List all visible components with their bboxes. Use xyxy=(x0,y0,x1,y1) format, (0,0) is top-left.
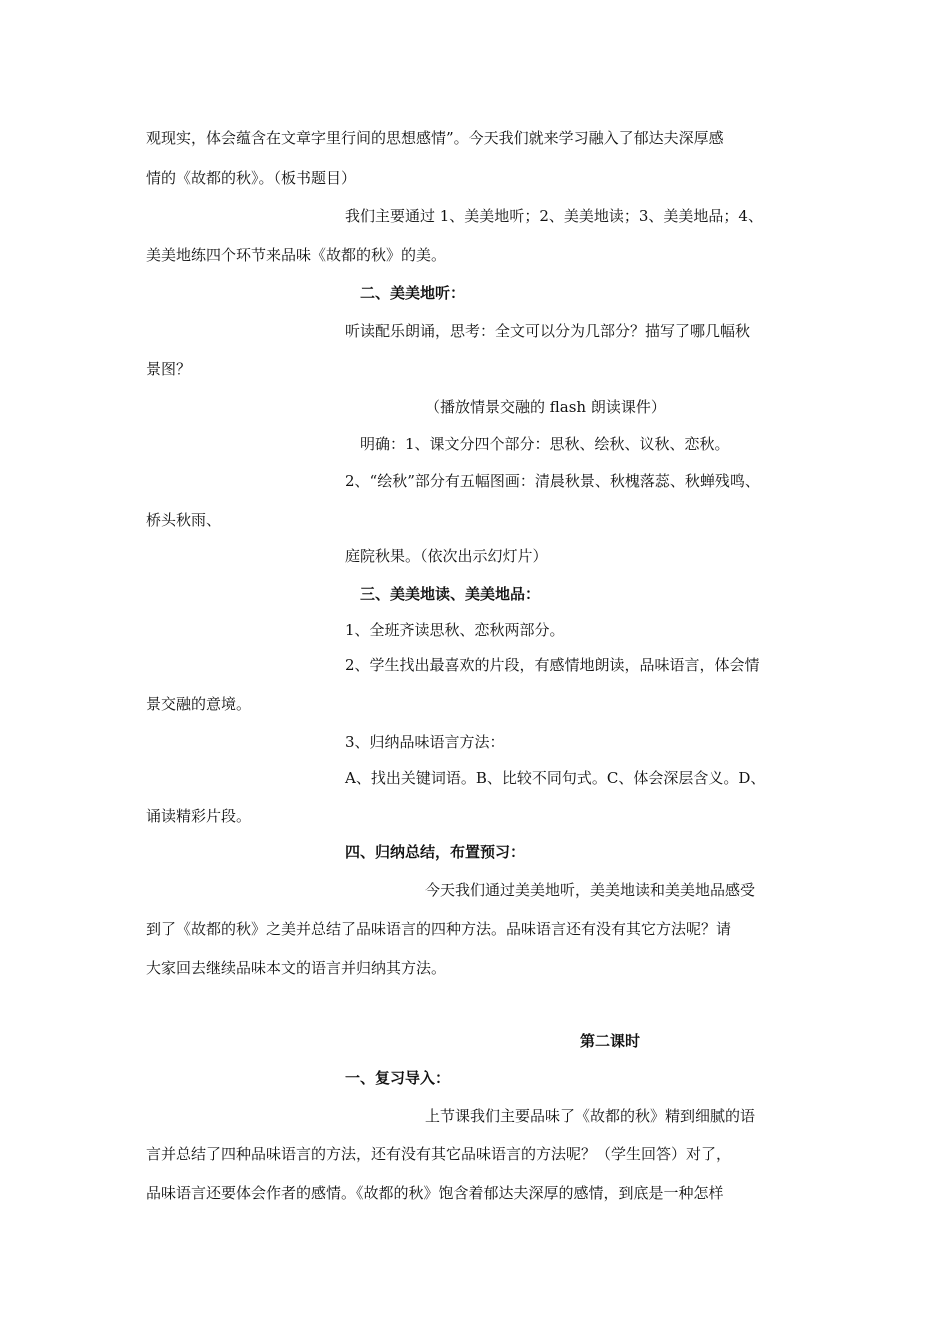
body-text: 景交融的意境。 xyxy=(146,695,252,713)
body-text: 言并总结了四种品味语言的方法，还有没有其它品味语言的方法呢？（学生回答）对了， xyxy=(146,1145,732,1163)
body-text: 到了《故都的秋》之美并总结了品味语言的四种方法。品味语言还有没有其它方法呢？请 xyxy=(146,920,732,938)
body-text: 今天我们通过美美地听，美美地读和美美地品感受 xyxy=(425,881,756,899)
body-text: 听读配乐朗诵，思考：全文可以分为几部分？描写了哪几幅秋 xyxy=(345,322,751,340)
body-text: 大家回去继续品味本文的语言并归纳其方法。 xyxy=(146,959,447,977)
body-text: 诵读精彩片段。 xyxy=(146,807,252,825)
body-text: （播放情景交融的 flash 朗读课件） xyxy=(425,398,666,416)
body-text: A、找出关键词语。B、比较不同句式。C、体会深层含义。D、 xyxy=(345,769,766,787)
body-text: 明确：1、课文分四个部分：思秋、绘秋、议秋、恋秋。 xyxy=(360,435,730,453)
body-text: 2、学生找出最喜欢的片段，有感情地朗读，品味语言，体会情 xyxy=(345,656,760,674)
body-text: 上节课我们主要品味了《故都的秋》精到细腻的语 xyxy=(425,1107,756,1125)
section-heading: 二、美美地听： xyxy=(360,284,466,302)
body-text: 观现实，体会蕴含在文章字里行间的思想感情”。今天我们就来学习融入了郁达夫深厚感 xyxy=(146,129,724,147)
body-text: 2、“绘秋”部分有五幅图画：清晨秋景、秋槐落蕊、秋蝉残鸣、 xyxy=(345,472,760,490)
body-text: 美美地练四个环节来品味《故都的秋》的美。 xyxy=(146,246,447,264)
body-text: 庭院秋果。（依次出示幻灯片） xyxy=(345,547,548,565)
section-heading: 四、归纳总结，布置预习： xyxy=(345,843,526,861)
section-heading: 一、复习导入： xyxy=(345,1069,451,1087)
lesson-title: 第二课时 xyxy=(580,1032,641,1050)
body-text: 景图？ xyxy=(146,360,192,378)
body-text: 我们主要通过 1、美美地听；2、美美地读；3、美美地品；4、 xyxy=(345,207,763,225)
body-text: 3、归纳品味语言方法： xyxy=(345,733,505,751)
body-text: 情的《故都的秋》。（板书题目） xyxy=(146,169,357,187)
section-heading: 三、美美地读、美美地品： xyxy=(360,585,541,603)
body-text: 桥头秋雨、 xyxy=(146,511,222,529)
body-text: 品味语言还要体会作者的感情。《故都的秋》饱含着郁达夫深厚的感情，到底是一种怎样 xyxy=(146,1184,724,1202)
body-text: 1、全班齐读思秋、恋秋两部分。 xyxy=(345,621,565,639)
